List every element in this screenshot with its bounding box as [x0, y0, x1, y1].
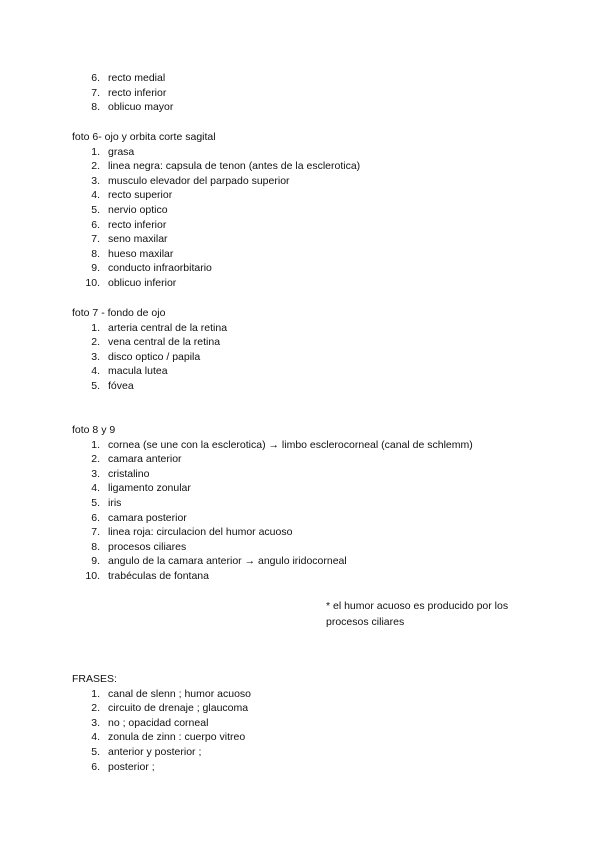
- list-item-text: camara posterior: [108, 511, 187, 524]
- list-item-text: recto medial: [108, 72, 166, 84]
- list-item: [72, 145, 542, 160]
- list-item-text: angulo de la camara anterior → angulo iridocorneal: [108, 555, 347, 568]
- list-item-number: 4.: [91, 365, 100, 378]
- list-item-number: 5.: [91, 379, 100, 392]
- list-item-number: 6.: [91, 72, 100, 84]
- list-item-number: 7.: [91, 526, 100, 539]
- list-item: [72, 71, 542, 86]
- list-item-text: oblicuo inferior: [108, 276, 177, 289]
- list-item-text: no ; opacidad corneal: [108, 716, 209, 729]
- foto7-heading: foto 7 - fondo de ojo: [72, 307, 166, 319]
- list-item-text: disco optico / papila: [108, 350, 201, 363]
- list-item: [72, 364, 542, 379]
- list-item-number: 4.: [91, 189, 100, 202]
- list-item: [72, 86, 542, 101]
- list-item-number: 1.: [91, 687, 100, 700]
- list-item: [72, 100, 542, 115]
- list-item-text: cristalino: [108, 467, 150, 480]
- list-item-text: recto inferior: [108, 86, 167, 99]
- list-item-number: 1.: [91, 321, 100, 334]
- list-item-text: circuito de drenaje ; glaucoma: [108, 702, 249, 715]
- foto6-heading: foto 6- ojo y orbita corte sagital: [72, 131, 216, 143]
- list-item: [72, 760, 542, 775]
- list-item-text: zonula de zinn : cuerpo vitreo: [108, 731, 246, 744]
- list-item-text: oblicuo mayor: [108, 101, 174, 114]
- frases-section: [72, 672, 542, 774]
- foto6-section: [72, 130, 542, 291]
- list-item-number: 6.: [91, 218, 100, 231]
- foto89-section: [72, 423, 542, 584]
- continued-list-section: [72, 71, 542, 115]
- list-item: [72, 438, 542, 453]
- list-item: [72, 511, 542, 526]
- list-item-number: 5.: [91, 496, 100, 509]
- list-item: [72, 554, 542, 569]
- list-item-number: 6.: [91, 511, 100, 524]
- list-item-number: 5.: [91, 203, 100, 216]
- list-item-text: linea roja: circulacion del humor acuoso: [108, 526, 293, 539]
- list-item: [72, 701, 542, 716]
- list-item-number: 8.: [91, 247, 100, 260]
- list-item-number: 2.: [91, 702, 100, 715]
- foto89-heading: foto 8 y 9: [72, 424, 116, 436]
- list-item-number: 4.: [91, 731, 100, 744]
- list-item: [72, 481, 542, 496]
- list-item-text: trabéculas de fontana: [108, 569, 209, 582]
- list-item-text: arteria central de la retina: [108, 321, 228, 334]
- list-item-text: iris: [108, 496, 122, 509]
- list-item-number: 2.: [91, 336, 100, 349]
- list-item-number: 3.: [91, 350, 100, 363]
- list-item-number: 3.: [91, 467, 100, 480]
- list-item: [72, 174, 542, 189]
- list-item: [72, 203, 542, 218]
- list-item-text: vena central de la retina: [108, 336, 221, 349]
- list-item: [72, 261, 542, 276]
- list-item-number: 3.: [91, 716, 100, 729]
- list-item: [72, 321, 542, 336]
- list-item-number: 10.: [85, 276, 100, 289]
- frases-list: [72, 687, 542, 775]
- foto89-list: [72, 438, 542, 584]
- list-item: [72, 730, 542, 745]
- list-item-text: camara anterior: [108, 453, 182, 466]
- list-item: [72, 159, 542, 174]
- list-item-number: 1.: [91, 438, 100, 451]
- foto7-list: [72, 321, 542, 394]
- list-item-number: 6.: [91, 760, 100, 773]
- list-item: [72, 745, 542, 760]
- list-item-text: macula lutea: [108, 365, 168, 378]
- list-item: [72, 569, 542, 584]
- list-item-text: musculo elevador del parpado superior: [108, 174, 290, 187]
- humor-acuoso-note: * el humor acuoso es producido por los procesos ciliares: [326, 600, 509, 628]
- continued-list: [72, 71, 542, 115]
- list-item-text: recto superior: [108, 189, 173, 202]
- list-item: [72, 687, 542, 702]
- list-item-text: cornea (se une con la esclerotica) → limbo esclerocorneal (canal de schlemm): [108, 438, 473, 451]
- list-item-number: 1.: [91, 145, 100, 158]
- list-item-text: grasa: [108, 145, 135, 158]
- list-item-number: 8.: [91, 101, 100, 114]
- list-item-text: conducto infraorbitario: [108, 262, 212, 275]
- list-item-text: fóvea: [108, 379, 134, 392]
- list-item: [72, 232, 542, 247]
- list-item-number: 2.: [91, 160, 100, 173]
- list-item-number: 5.: [91, 745, 100, 758]
- list-item-number: 10.: [85, 569, 100, 582]
- foto7-section: [72, 306, 542, 394]
- list-item-text: procesos ciliares: [108, 540, 187, 553]
- list-item: [72, 247, 542, 262]
- list-item: [72, 496, 542, 511]
- list-item: [72, 467, 542, 482]
- list-item: [72, 716, 542, 731]
- list-item: [72, 276, 542, 291]
- list-item-text: hueso maxilar: [108, 247, 174, 260]
- list-item-number: 2.: [91, 453, 100, 466]
- list-item-text: ligamento zonular: [108, 482, 191, 495]
- list-item-number: 8.: [91, 540, 100, 553]
- list-item-text: seno maxilar: [108, 233, 168, 246]
- list-item-text: canal de slenn ; humor acuoso: [108, 687, 252, 700]
- list-item-number: 9.: [91, 555, 100, 568]
- list-item-text: nervio optico: [108, 203, 168, 216]
- list-item: [72, 218, 542, 233]
- list-item-number: 3.: [91, 174, 100, 187]
- list-item: [72, 540, 542, 555]
- list-item-number: 7.: [91, 86, 100, 99]
- list-item: [72, 350, 542, 365]
- list-item-text: posterior ;: [108, 760, 155, 773]
- list-item-text: recto inferior: [108, 218, 167, 231]
- list-item: [72, 335, 542, 350]
- foto6-list: [72, 145, 542, 291]
- list-item-text: linea negra: capsula de tenon (antes de la esclerotica): [108, 160, 361, 173]
- frases-heading: FRASES:: [72, 673, 117, 685]
- list-item: [72, 379, 542, 394]
- list-item-text: anterior y posterior ;: [108, 745, 202, 758]
- list-item-number: 7.: [91, 233, 100, 246]
- list-item-number: 9.: [91, 262, 100, 275]
- list-item: [72, 525, 542, 540]
- list-item-number: 4.: [91, 482, 100, 495]
- list-item: [72, 188, 542, 203]
- list-item: [72, 452, 542, 467]
